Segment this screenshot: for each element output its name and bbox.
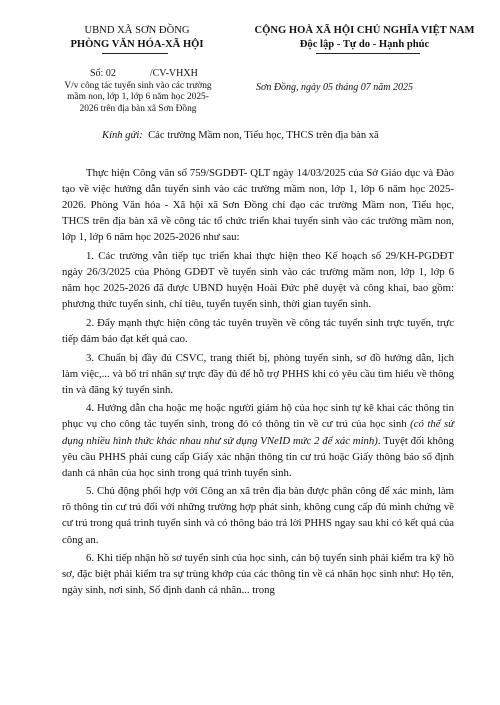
recipients-label: Kính gửi: <box>102 130 143 141</box>
divider-left <box>102 53 168 54</box>
item-4-italic-note: (có thể sử dụng nhiều hình thức khác nhau như sử dụng VNeID mức 2 để xác minh) <box>62 418 454 447</box>
document-date: Sơn Đồng, ngày 05 tháng 07 năm 2025 <box>256 82 413 93</box>
document-number-label: Số: 02 <box>90 68 116 79</box>
item-1: 1. Các trường vẫn tiếp tục triển khai thực hiện theo Kế hoạch số 29/KH-PGDĐT ngày 26/3/2025 của Phòng GDĐT về tuyển sinh vào các trường mầm non, lớp 1, lớp 6 năm học 2025-2026 đã được UBND huyện Hoài Đức phê duyệt và công khai, bao gồm: phương thức tuyển sinh, chỉ tiêu, tuyển tuyển sinh, thời gian tuyển sinh. <box>62 249 454 311</box>
item-4 <box>62 400 454 480</box>
issuing-authority: UBND XÃ SƠN ĐỒNG <box>84 25 190 36</box>
issuing-department: PHÒNG VĂN HÓA-XÃ HỘI <box>70 39 204 50</box>
item-4-text-b: . Tuyệt đối không yêu cầu PHHS phải cung cấp Giấy xác nhận thông tin cư trú hoặc Giấy thông báo số định danh cá nhân của học sinh trong quá trình tuyển sinh. <box>62 434 454 479</box>
document-number-code: /CV-VHXH <box>149 68 198 79</box>
recipients-line <box>102 130 379 141</box>
intro-paragraph: Thực hiện Công văn số 759/SGDĐT- QLT ngày 14/03/2025 của Sở Giáo dục và Đào tạo về việc hướng dẫn tuyển sinh vào các trường mầm non, lớp 1, lớp 6 năm học 2025-2026. Phòng Văn hóa - Xã hội xã Sơn Đồng chỉ đạo các trường Mầm non, Tiểu học, THCS trên địa bàn xã về công tác tổ chức triển khai tuyển sinh vào các trường mầm non, lớp 1, lớp 6 năm học 2025-2026 như sau: <box>62 167 454 244</box>
divider-right <box>316 53 420 54</box>
item-6: 6. Khi tiếp nhận hồ sơ tuyển sinh của học sinh, cán bộ tuyển sinh phải kiểm tra kỹ hồ sơ, đặc biệt phải kiểm tra sự trùng khớp của các thông tin về cá nhân học sinh như: Họ tên, ngày sinh, nơi sinh, Số định danh cá nhân... trong <box>62 552 454 597</box>
document-body <box>62 165 454 598</box>
document-subject: V/v công tác tuyển sinh vào các trường mầm non, lớp 1, lớp 6 năm học 2025-2026 trên địa bàn xã Sơn Đồng <box>64 81 212 114</box>
document-number <box>90 68 198 79</box>
national-title: CỘNG HOÀ XÃ HỘI CHỦ NGHĨA VIỆT NAM <box>254 25 475 36</box>
item-2: 2. Đẩy mạnh thực hiện công tác tuyên truyền về công tác tuyển sinh trực tuyến, trực tiếp đảm bảo đạt kết quả cao. <box>62 316 454 345</box>
recipients-text: Các trường Mầm non, Tiểu học, THCS trên địa bàn xã <box>148 130 379 141</box>
national-motto: Độc lập - Tự do - Hạnh phúc <box>299 39 430 50</box>
item-5: 5. Chủ động phối hợp với Công an xã trên địa bàn được phân công để xác minh, làm rõ thông tin cư trú đối với những trường hợp phát sinh, không cung cấp đủ minh chứng về cư trú trong quá trình tuyển sinh và có thông báo trả lời PHHS ngay sau khi có kết quả của công an. <box>62 485 454 546</box>
item-3: 3. Chuẩn bị đầy đủ CSVC, trang thiết bị, phòng tuyển sinh, sơ đồ hướng dẫn, lịch làm việc,... và bố trí nhân sự trực đầy đủ để hỗ trợ PHHS khi có yêu cầu tìm hiểu về thông tin và đăng ký tuyển sinh. <box>62 351 454 396</box>
item-4-text-a: 4. Hướng dẫn cha hoặc mẹ hoặc người giám hộ của học sinh tự kê khai các thông tin phục vụ cho công tác tuyển sinh, trong đó có thông tin về cư trú của học sinh <box>62 402 454 431</box>
